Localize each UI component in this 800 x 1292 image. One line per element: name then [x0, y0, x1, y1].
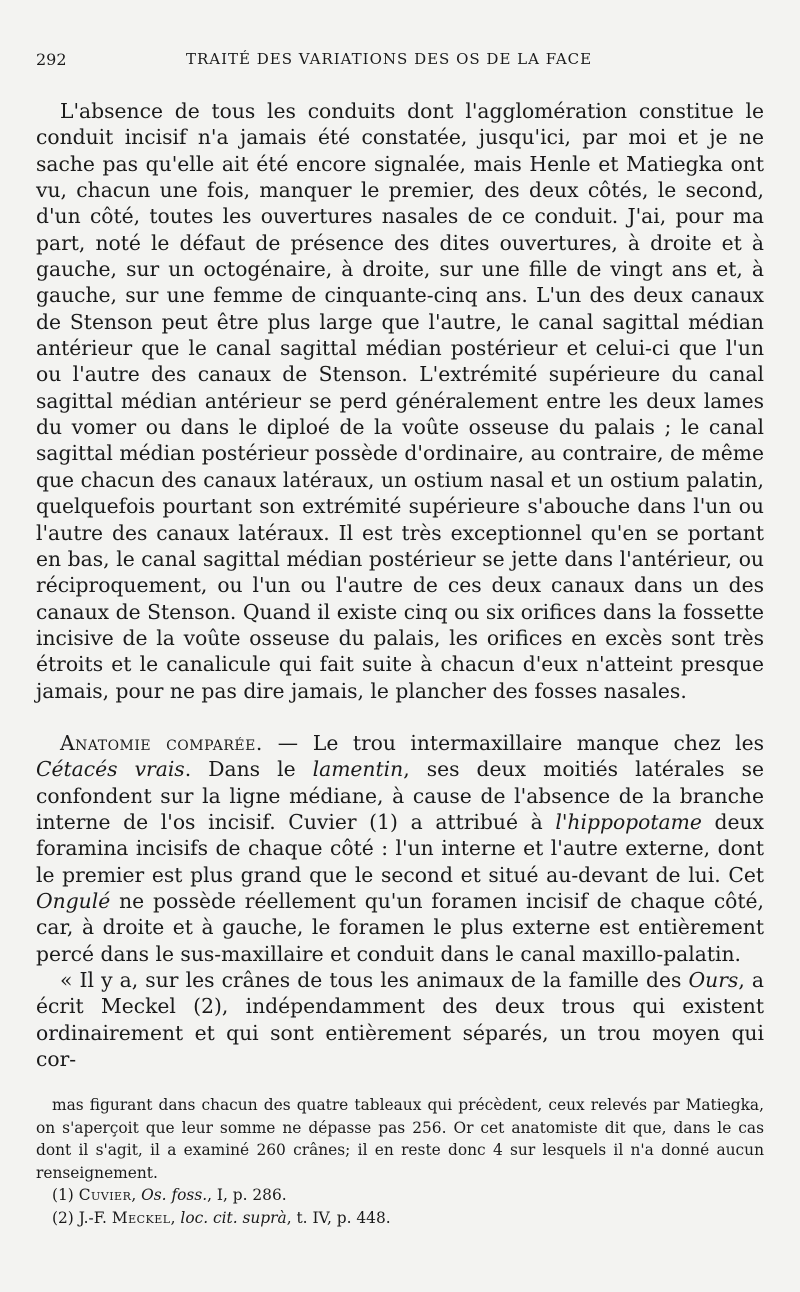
text-run: , a écrit Meckel (2), indépendamment des deux trous qui existent ordinairement et qui sont entièrement séparés, un trou moyen qui cor-: [36, 968, 764, 1072]
footnote-marker: (2) J.-F.: [52, 1208, 112, 1227]
footnote-separator: ,: [170, 1208, 181, 1227]
footnote-reference: , t. IV, p. 448.: [286, 1208, 391, 1227]
running-head: [36, 50, 764, 76]
italic-term-ongule: Ongulé: [36, 888, 111, 913]
footnote-author: Meckel: [111, 1208, 171, 1227]
paragraph-anatomie-comparee: [36, 730, 764, 967]
running-title: TRAITÉ DES VARIATIONS DES OS DE LA FACE: [186, 50, 593, 68]
footnotes: [36, 1094, 764, 1229]
paragraph-meckel-quote: [36, 967, 764, 1072]
section-heading-anatomie-comparee: Anatomie comparée. —: [60, 730, 299, 755]
footnote-author: Cuvier: [78, 1186, 132, 1205]
footnote-continuation: mas figurant dans chacun des quatre tableaux qui précèdent, ceux relevés par Matiegka, on s'aperçoit que leur somme ne dépasse pas 256. Or cet anatomiste dit que, dans le cas dont il s'agit, il a examiné 260 crânes; il en reste donc 4 sur lesquels il n'a donné aucun renseignement.: [36, 1096, 764, 1182]
italic-term-hippopotame: l'hippopotame: [555, 809, 702, 834]
footnote-separator: ,: [131, 1186, 142, 1205]
footnote-2: [36, 1207, 764, 1230]
text-run: , ses deux moitiés latérales se confondent sur la ligne médiane, à cause de l'absence de la branche interne de l'os incisif. Cuvier (1) a attribué à: [36, 757, 764, 834]
body-text: [36, 98, 764, 1072]
italic-term-lamentin: lamentin: [312, 757, 404, 782]
footnote-1: [36, 1184, 764, 1207]
italic-term-ours: Ours: [688, 968, 739, 992]
paragraph-absence-conduits: L'absence de tous les conduits dont l'agglomération constitue le conduit incisif n'a jamais été constatée, jusqu'ici, par moi et je ne sache pas qu'elle ait été encore signalée, mais Henle et Matiegka ont vu, chacun une fois, manquer le premier, des deux côtés, le second, d'un côté, toutes les ouvertures nasales de ce conduit. J'ai, pour ma part, noté le défaut de présence des dites ouvertures, à droite et à gauche, sur un octogénaire, à droite, sur une fille de vingt ans et, à gauche, sur une femme de cinquante-cinq ans. L'un des deux canaux de Stenson peut être plus large que l'autre, le canal sagittal médian antérieur que le canal sagittal médian postérieur et celui-ci que l'un ou l'autre des canaux de Stenson. L'extrémité supérieure du canal sagittal médian antérieur se perd généralement entre les deux lames du vomer ou dans le diploé de la voûte osseuse du palais ; le canal sagittal médian postérieur possède d'ordinaire, au contraire, de même que chacun des canaux latéraux, un ostium nasal et un ostium palatin, quelquefois pourtant son extrémité supérieure s'abouche dans l'un ou l'autre des canaux latéraux. Il est très exceptionnel qu'en se portant en bas, le canal sagittal médian postérieur se jette dans l'antérieur, ou réciproquement, ou l'un ou l'autre de ces deux canaux dans un des canaux de Stenson. Quand il existe cinq ou six orifices dans la fossette incisive de la voûte osseuse du palais, les orifices en excès sont très étroits et le canalicule qui fait suite à chacun d'eux n'atteint presque jamais, pour ne pas dire jamais, le plancher des fosses nasales.: [36, 99, 764, 703]
footnote-reference: , I, p. 286.: [207, 1186, 287, 1205]
section-gap: [36, 704, 764, 730]
text-run: « Il y a, sur les crânes de tous les animaux de la famille des: [60, 968, 689, 992]
text-run: ne possède réellement qu'un foramen incisif de chaque côté, car, à droite et à gauche, le foramen le plus externe est entièrement percé dans le sus-maxillaire et conduit dans le canal maxillo-palatin.: [36, 888, 764, 966]
page-number: 292: [36, 50, 67, 69]
italic-term-cetaces: Cétacés vrais: [36, 757, 185, 782]
footnote-work-title: loc. cit. suprà: [180, 1208, 287, 1227]
footnote-work-title: Os. foss.: [141, 1186, 208, 1205]
book-page: [36, 50, 764, 1229]
text-run: . Dans le: [184, 757, 313, 782]
footnote-marker: (1): [52, 1186, 79, 1205]
text-run: deux foramina incisifs de chaque côté : l'un interne et l'autre externe, dont le premier est plus grand que le second et situé au-devant de lui. Cet: [36, 809, 764, 887]
text-run: Le trou intermaxillaire manque chez les: [298, 730, 764, 755]
